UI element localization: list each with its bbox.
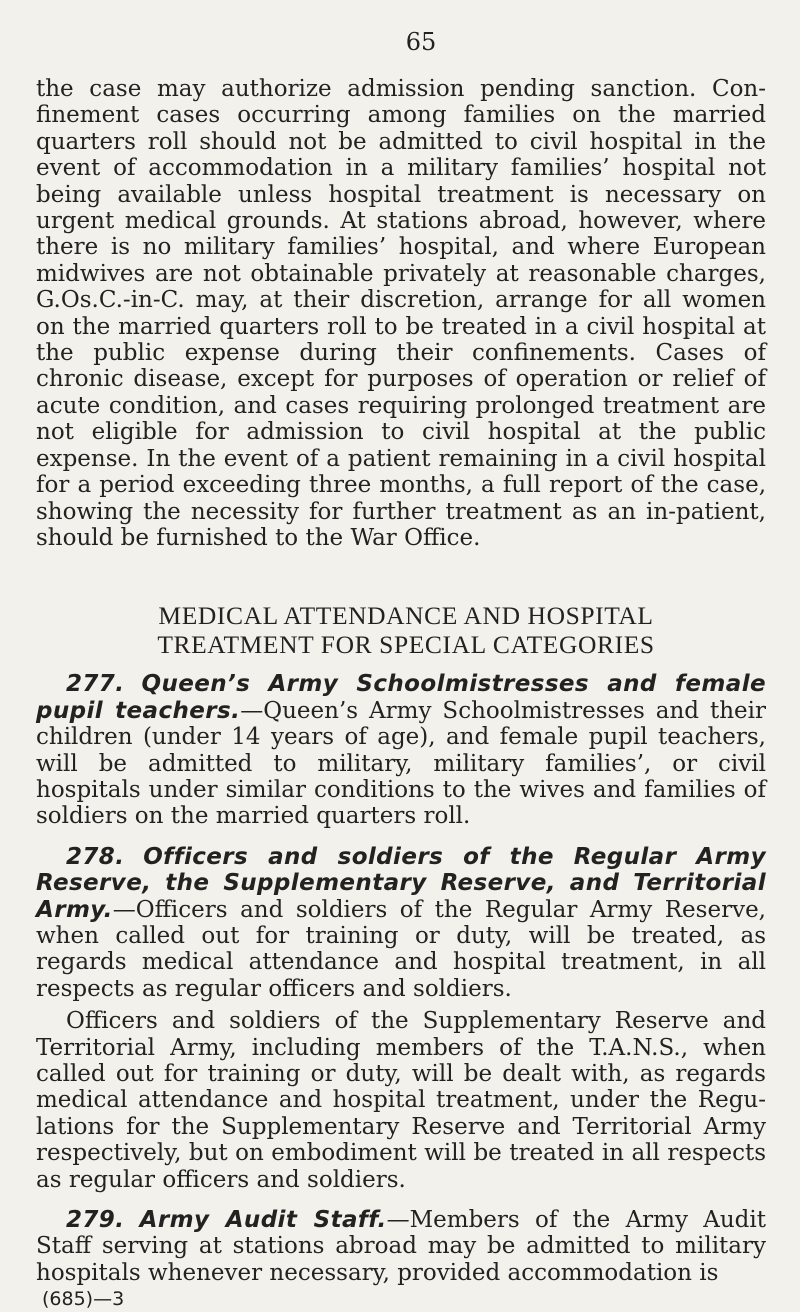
paragraph-title: Queen’s Army Schoolmistresses and female pupil teachers. <box>36 671 766 724</box>
section-heading-line-1: MEDICAL ATTENDANCE AND HOSPITAL <box>158 601 654 631</box>
paragraph-title: Army Audit Staff. <box>139 1207 387 1234</box>
intro-paragraph: the case may authorize admission pending sanction. Con-finement cases occurring among families on the married quarters roll should not be admitted to civil hospital in the event of accommodation in a military families’ hospital not being available unless hospital treatment is necessary on urgent medical grounds. At stations abroad, however, where there is no military families’ hospital, and where European midwives are not obtainable privately at reasonable charges, G.Os.C.-in-C. may, at their discretion, arrange for all women on the married quarters roll to be treated in a civil hospital at the public expense during their confinements. Cases of chronic disease, except for purposes of operation or relief of acute condition, and cases requiring prolonged treatment are not eligible for admission to civil hospital at the public expense. In the event of a patient remaining in a civil hospital for a period exceeding three months, a full report of the case, showing the necessity for further treatment as an in-patient, should be furnished to the War Office. <box>36 76 766 551</box>
section-heading <box>46 601 766 659</box>
print-code: (685)—3 <box>42 1288 125 1311</box>
paragraph-number: 279. <box>66 1207 125 1234</box>
paragraph-number: 277. <box>66 671 125 698</box>
paragraph-title: Officers and soldiers of the Regular Army Reserve, the Supplementary Reserve, and Territorial Army. <box>36 843 766 923</box>
paragraph-278-continued: Officers and soldiers of the Supplementary Reserve and Territorial Army, including members of the T.A.N.S., when called out for training or duty, will be dealt with, as regards medical attendance and hospital treatment, under the Regu-lations for the Supplementary Reserve and Territorial Army respectively, but on embodiment will be treated in all respects as regular officers and soldiers. <box>36 1008 766 1193</box>
page-number: 65 <box>405 28 437 56</box>
paragraph-number: 278. <box>66 843 125 870</box>
paragraph-279 <box>36 1207 766 1286</box>
paragraph-body: —Queen’s Army Schoolmistresses and their children (under 14 years of age), and female pupil teachers, will be admitted to military, military families’, or civil hospitals under similar conditions to the wives and families of soldiers on the married quarters roll. <box>36 697 767 830</box>
paragraph-278 <box>36 844 766 1002</box>
paragraph-body: —Members of the Army Audit Staff serving at stations abroad may be admitted to military hospitals whenever necessary, provided accommodation is <box>36 1207 766 1286</box>
paragraph-body: —Officers and soldiers of the Regular Army Reserve, when called out for training or duty, will be treated, as regards medical attendance and hospital treatment, in all respects as regular officers and soldiers. <box>36 896 766 1002</box>
section-heading-line-2: TREATMENT FOR SPECIAL CATEGORIES <box>157 630 655 660</box>
paragraph-277 <box>36 671 766 829</box>
